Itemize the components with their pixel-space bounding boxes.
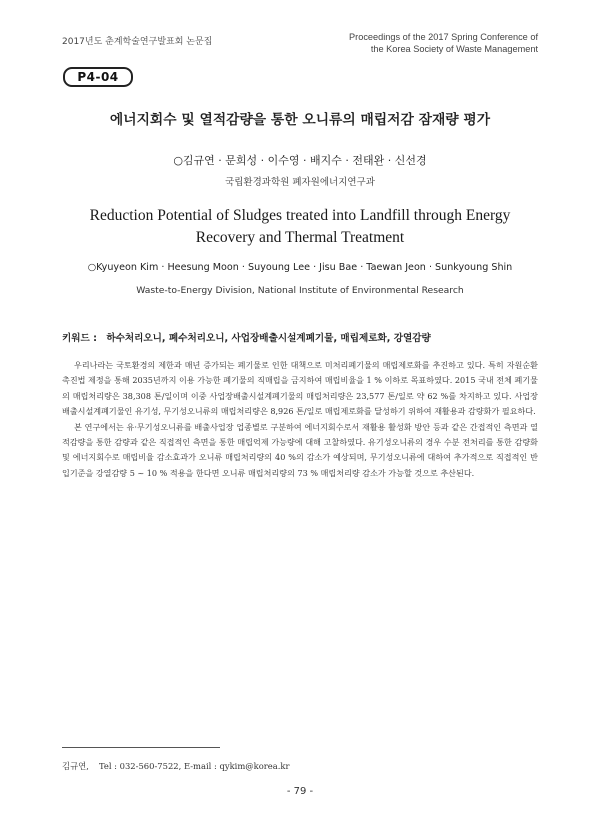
footnote-tel: Tel : 032-560-7522, <box>98 761 182 771</box>
paper-title-english <box>60 205 540 249</box>
abstract-paragraph-1: 우리나라는 국토환경의 제한과 매년 증가되는 폐기물로 인한 대책으로 미처리폐기물의 매립제로화를 추진하고 있다. 특히 자원순환촉진법 제정을 통해 2035년까지 이용 가능한 폐기물의 직매립을 금지하여 매립비율을 1 % 이하로 목표하였다. 2015 국내 전체 폐기물의 매립처리량은 38,308 톤/일이며 이중 사업장배출시설계폐기물의 매립처리량은 23,577 톤/일로 약 62 %를 차지하고 있다. 사업장배출시설계폐기물인 유기성, 무기성오니류의 매립처리량은 8,926 톤/일로 매립제로화를 달성하기 위하여 재활용과 감량화가 필요하다. <box>62 360 538 417</box>
abstract-body <box>62 358 538 481</box>
paper-id-badge: P4-04 <box>63 67 133 87</box>
paper-title-english-line1: Reduction Potential of Sludges treated into Landfill through Energy <box>89 207 511 224</box>
affiliation-korean: 국립환경과학원 폐자원에너지연구과 <box>225 177 375 188</box>
authors-korean: ○김규연 · 문희성 · 이수영 · 배지수 · 전태완 · 신선경 <box>173 154 427 167</box>
running-header-left: 2017년도 춘계학술연구발표회 논문집 <box>62 37 213 47</box>
keywords-text: 하수처리오니, 폐수처리오니, 사업장배출시설계폐기물, 매립제로화, 강열감량 <box>106 333 431 344</box>
abstract-paragraph-2: 본 연구에서는 유·무기성오니류를 배출사업장 업종별로 구분하여 에너지회수로서 재활용 활성화 방안 등과 같은 간접적인 측면과 열적감량을 통한 감량과 같은 직접적인 측면을 통한 매립억제 가능량에 대해 고찰하였다. 유기성오니류의 경우 수분 전처리를 통한 감량화 및 에너지회수로 매립비율 감소효과가 오니류 매립처리량의 40 %의 감소가 예상되며, 무기성오니류에 대하여 추가적으로 직접적인 반입기준을 강열감량 5 ~ 10 % 적용을 한다면 오니류 매립처리량의 73 % 매립처리량 감소가 가능할 것으로 추산된다. <box>62 421 538 478</box>
running-header-right <box>349 31 538 55</box>
authors-english: ○Kyuyeon Kim · Heesung Moon · Suyoung Lee · Jisu Bae · Taewan Jeon · Sunkyoung Shin <box>87 262 513 273</box>
keywords <box>62 330 431 344</box>
footnote-email: E-mail : qykim@korea.kr <box>183 761 290 771</box>
keywords-label: 키워드 : <box>62 333 97 344</box>
paper-title-english-line2: Recovery and Thermal Treatment <box>195 229 405 246</box>
running-header-right-line1: Proceedings of the 2017 Spring Conference of <box>349 32 538 42</box>
footnote-divider <box>62 747 220 748</box>
running-header-right-line2: the Korea Society of Waste Management <box>370 44 538 54</box>
page-number: - 79 - <box>286 786 314 797</box>
paper-title-korean: 에너지회수 및 열적감량을 통한 오니류의 매립저감 잠재량 평가 <box>109 112 491 128</box>
footnote-author: 김규연, <box>62 761 89 771</box>
footnote <box>62 760 289 772</box>
affiliation-english: Waste-to-Energy Division, National Institute of Environmental Research <box>136 285 464 296</box>
